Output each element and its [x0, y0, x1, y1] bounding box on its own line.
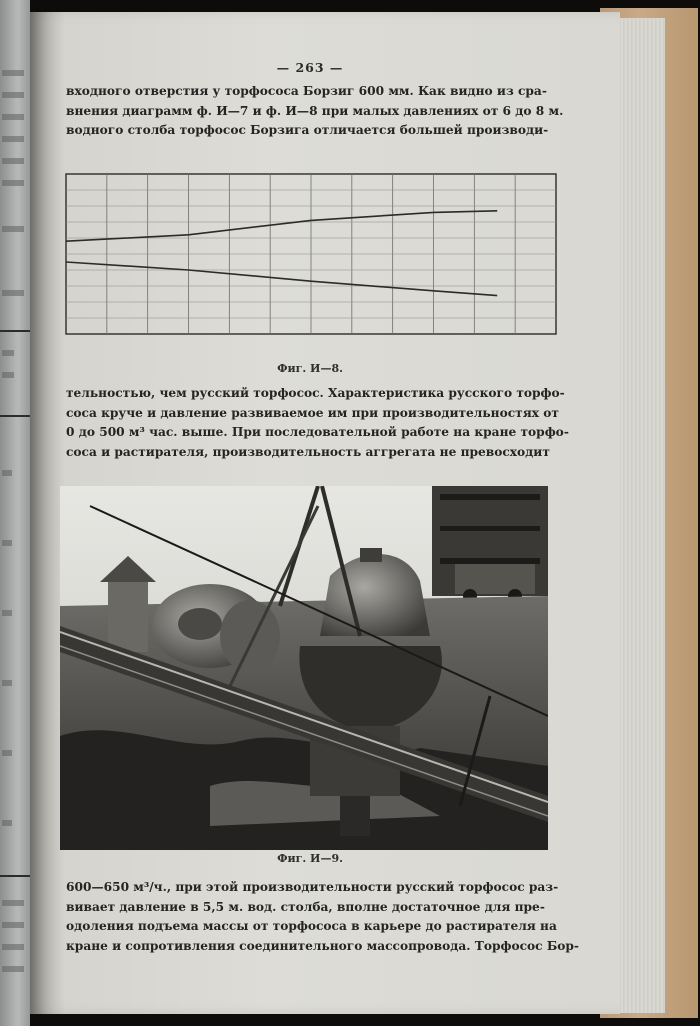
text-line: кране и сопротивления соединительного массопровода. Торфосос Бор- — [66, 938, 579, 953]
chart-series-line-1 — [66, 211, 497, 241]
figure-caption-photo: Фиг. И—9. — [277, 852, 343, 865]
page-number: — 263 — — [276, 60, 344, 75]
text-line: 0 до 500 м³ час. выше. При последовательной работе на кране торфо- — [66, 425, 569, 439]
text-line: внения диаграмм ф. И—7 и ф. И—8 при малых давлениях от 6 до 8 м. — [66, 103, 564, 118]
chart-series-line-2 — [66, 262, 497, 296]
performance-chart — [60, 154, 600, 360]
peat-pump-photo — [60, 486, 548, 850]
text-line: одоления подъема массы от торфососа в карьере до растирателя на — [66, 919, 557, 933]
paragraph-top — [66, 82, 564, 141]
text-line: тельностью, чем русский торфосос. Характеристика русского торфо- — [66, 386, 565, 400]
text-line: соса и растирателя, производительность аггрегата не превосходит — [66, 444, 550, 459]
book-page — [30, 12, 620, 1014]
text-line: входного отверстия у торфососа Борзиг 600 мм. Как видно из сра- — [66, 84, 547, 98]
paragraph-middle — [66, 384, 569, 462]
text-line: соса круче и давление развиваемое им при производительностях от — [66, 405, 559, 420]
paragraph-bottom — [66, 878, 579, 956]
figure-caption-chart: Фиг. И—8. — [277, 362, 343, 375]
facing-page-strip — [0, 0, 30, 1026]
text-line: вивает давление в 5,5 м. вод. столба, вполне достаточное для пре- — [66, 899, 545, 914]
text-line: 600—650 м³/ч., при этой производительности русский торфосос раз- — [66, 880, 559, 894]
text-line: водного столба торфосос Борзига отличается большей производи- — [66, 123, 549, 137]
